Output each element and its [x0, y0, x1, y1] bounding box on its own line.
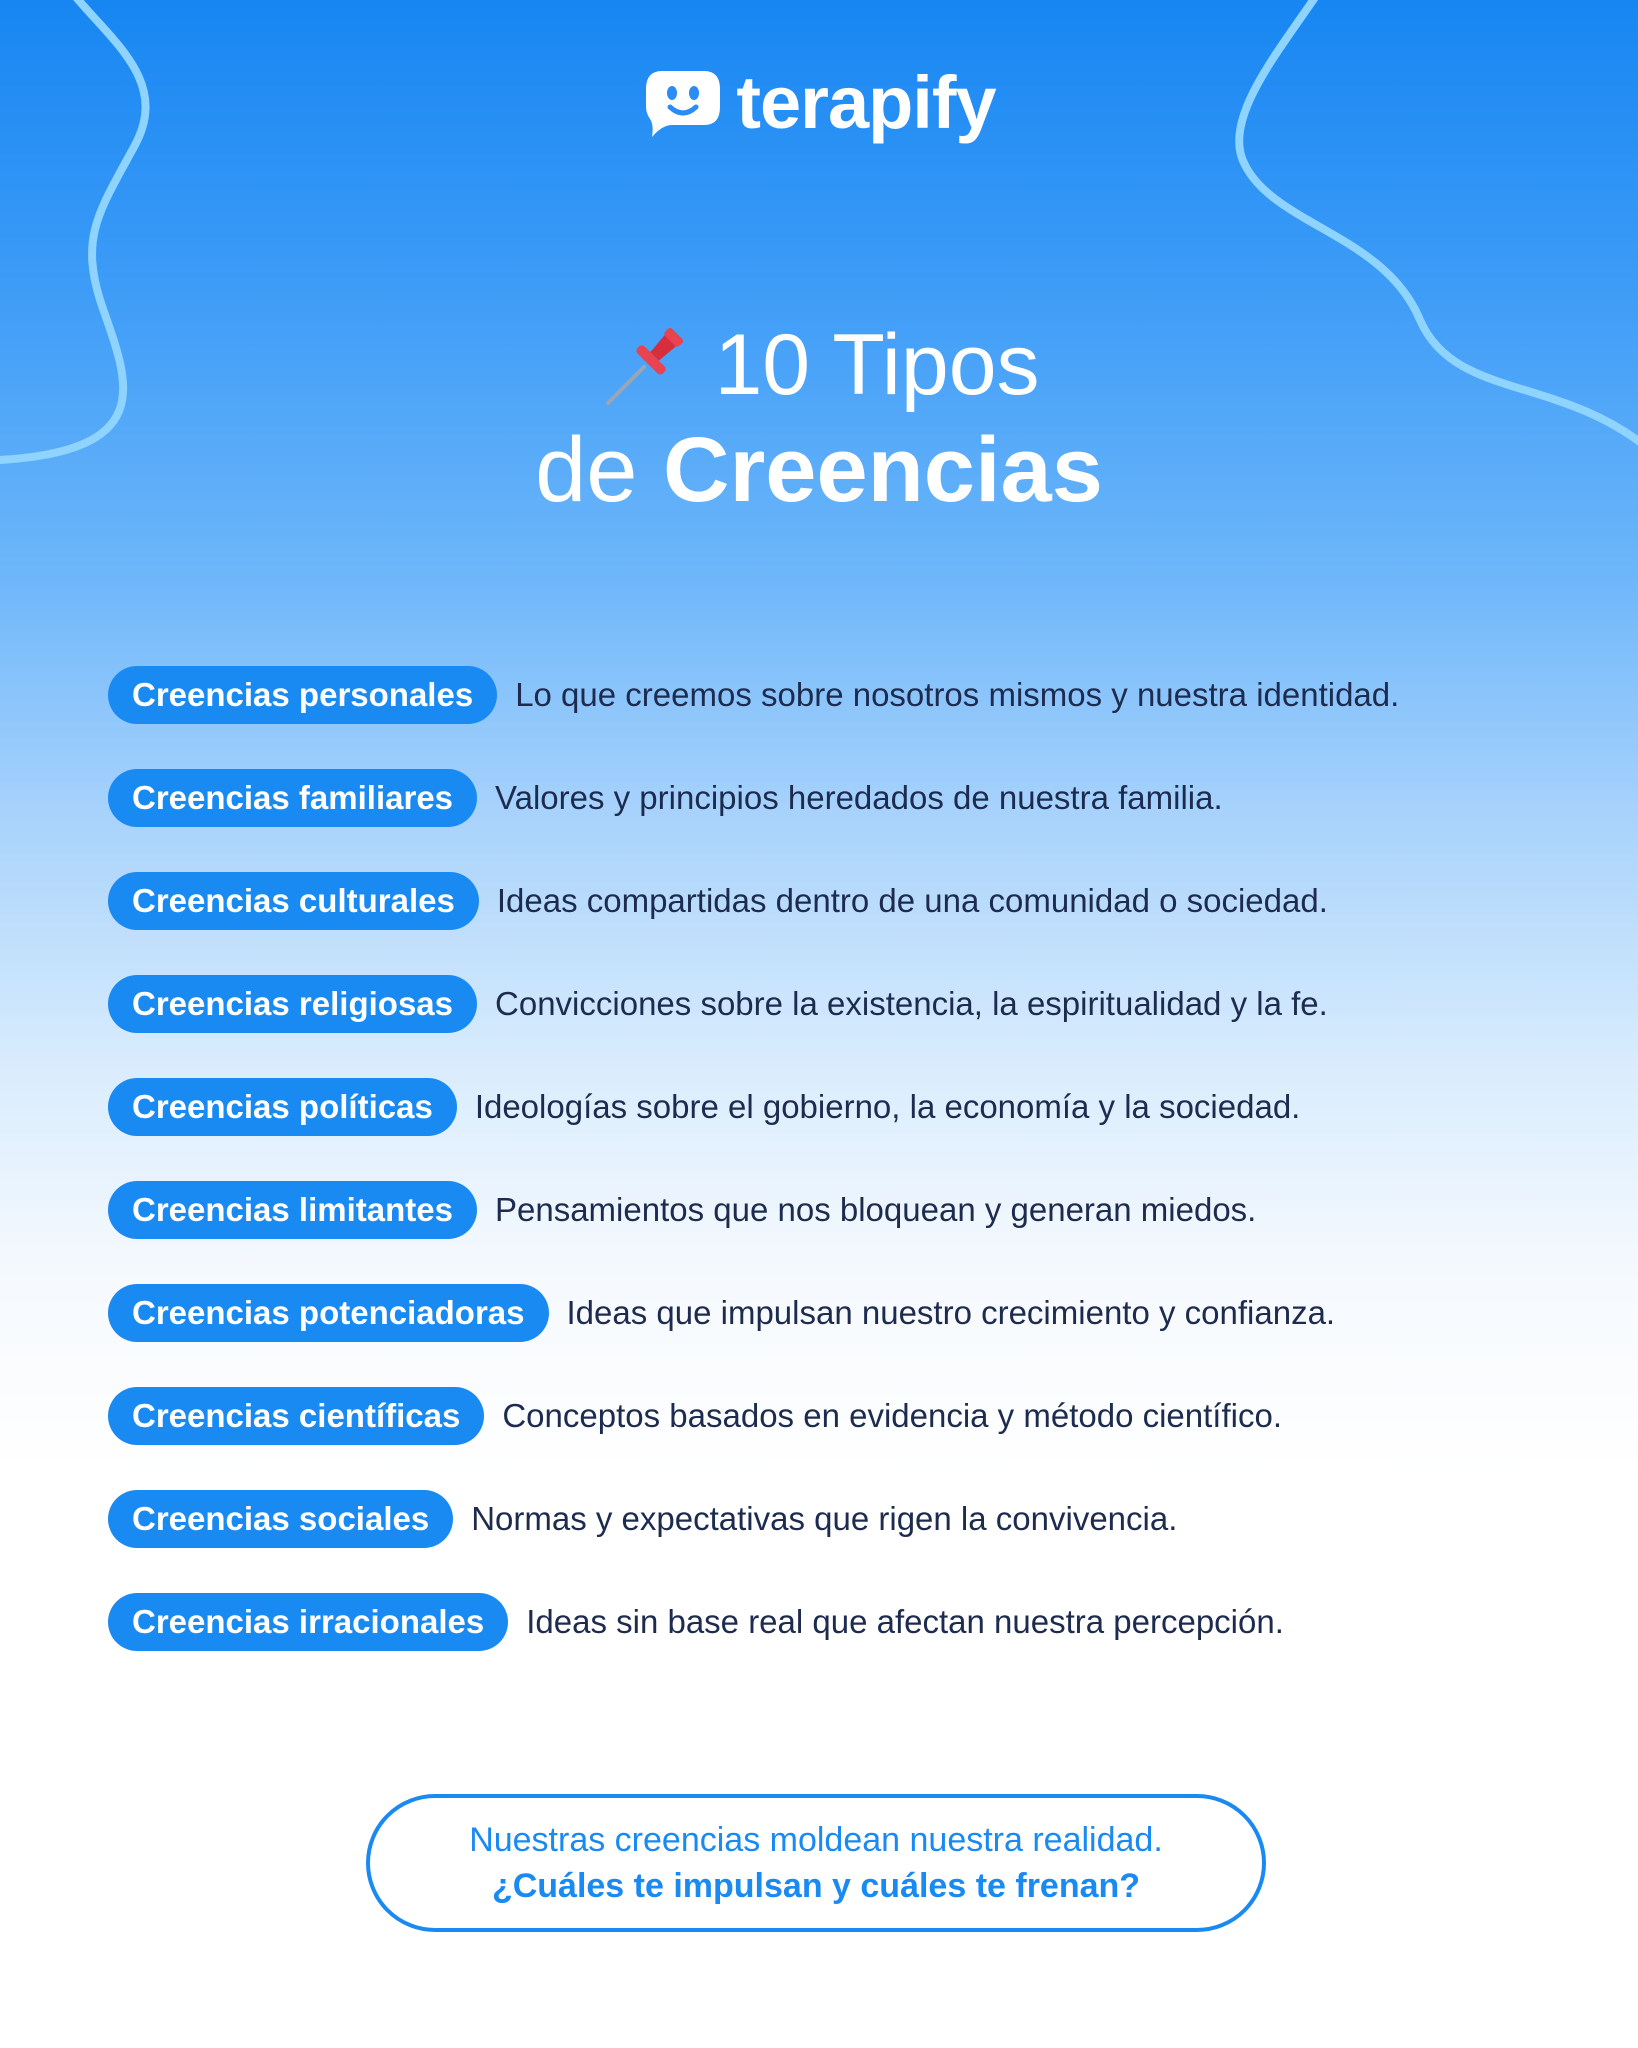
callout-question: ¿Cuáles te impulsan y cuáles te frenan?	[491, 1867, 1141, 1905]
brand-logo	[0, 61, 1638, 144]
belief-description: Ideologías sobre el gobierno, la economía y la sociedad.	[474, 1088, 1301, 1125]
list-item	[108, 975, 1608, 1033]
pushpin-icon	[598, 317, 694, 413]
list-item	[108, 1593, 1608, 1651]
belief-description: Lo que creemos sobre nosotros mismos y nuestra identidad.	[515, 676, 1400, 713]
belief-label-pill: Creencias religiosas	[108, 975, 477, 1033]
title-bold-word: Creencias	[663, 419, 1103, 521]
page-title	[0, 315, 1638, 525]
belief-description: Ideas compartidas dentro de una comunidad o sociedad.	[496, 882, 1328, 919]
belief-label-pill: Creencias sociales	[108, 1490, 453, 1548]
callout-statement: Nuestras creencias moldean nuestra realidad.	[469, 1821, 1163, 1859]
belief-description: Normas y expectativas que rigen la convivencia.	[471, 1500, 1178, 1537]
list-item	[108, 1490, 1608, 1548]
belief-label-pill: Creencias personales	[108, 666, 497, 724]
closing-callout	[366, 1794, 1266, 1932]
belief-description: Pensamientos que nos bloquean y generan miedos.	[494, 1191, 1257, 1228]
belief-label-pill: Creencias científicas	[108, 1387, 484, 1445]
belief-label-pill: Creencias irracionales	[108, 1593, 508, 1651]
list-item	[108, 1181, 1608, 1239]
title-prefix: de	[535, 419, 664, 521]
belief-label-pill: Creencias políticas	[108, 1078, 457, 1136]
belief-description: Conceptos basados en evidencia y método científico.	[502, 1397, 1282, 1434]
title-line-2	[0, 415, 1638, 525]
belief-label-pill: Creencias familiares	[108, 769, 477, 827]
list-item	[108, 872, 1608, 930]
belief-label-pill: Creencias culturales	[108, 872, 479, 930]
list-item	[108, 1387, 1608, 1445]
belief-label-pill: Creencias potenciadoras	[108, 1284, 549, 1342]
belief-description: Convicciones sobre la existencia, la espiritualidad y la fe.	[495, 985, 1328, 1022]
list-item	[108, 1284, 1608, 1342]
belief-description: Ideas que impulsan nuestro crecimiento y confianza.	[566, 1294, 1336, 1331]
belief-label-pill: Creencias limitantes	[108, 1181, 477, 1239]
title-line-1	[0, 315, 1638, 415]
list-item	[108, 769, 1608, 827]
beliefs-list	[108, 666, 1608, 1696]
list-item	[108, 666, 1608, 724]
belief-description: Ideas sin base real que afectan nuestra percepción.	[526, 1603, 1284, 1640]
title-text-line-1: 10 Tipos	[714, 317, 1040, 413]
brand-name: terapify	[736, 61, 996, 144]
chat-bubble-smile-icon	[642, 67, 724, 139]
belief-description: Valores y principios heredados de nuestra familia.	[495, 779, 1223, 816]
list-item	[108, 1078, 1608, 1136]
